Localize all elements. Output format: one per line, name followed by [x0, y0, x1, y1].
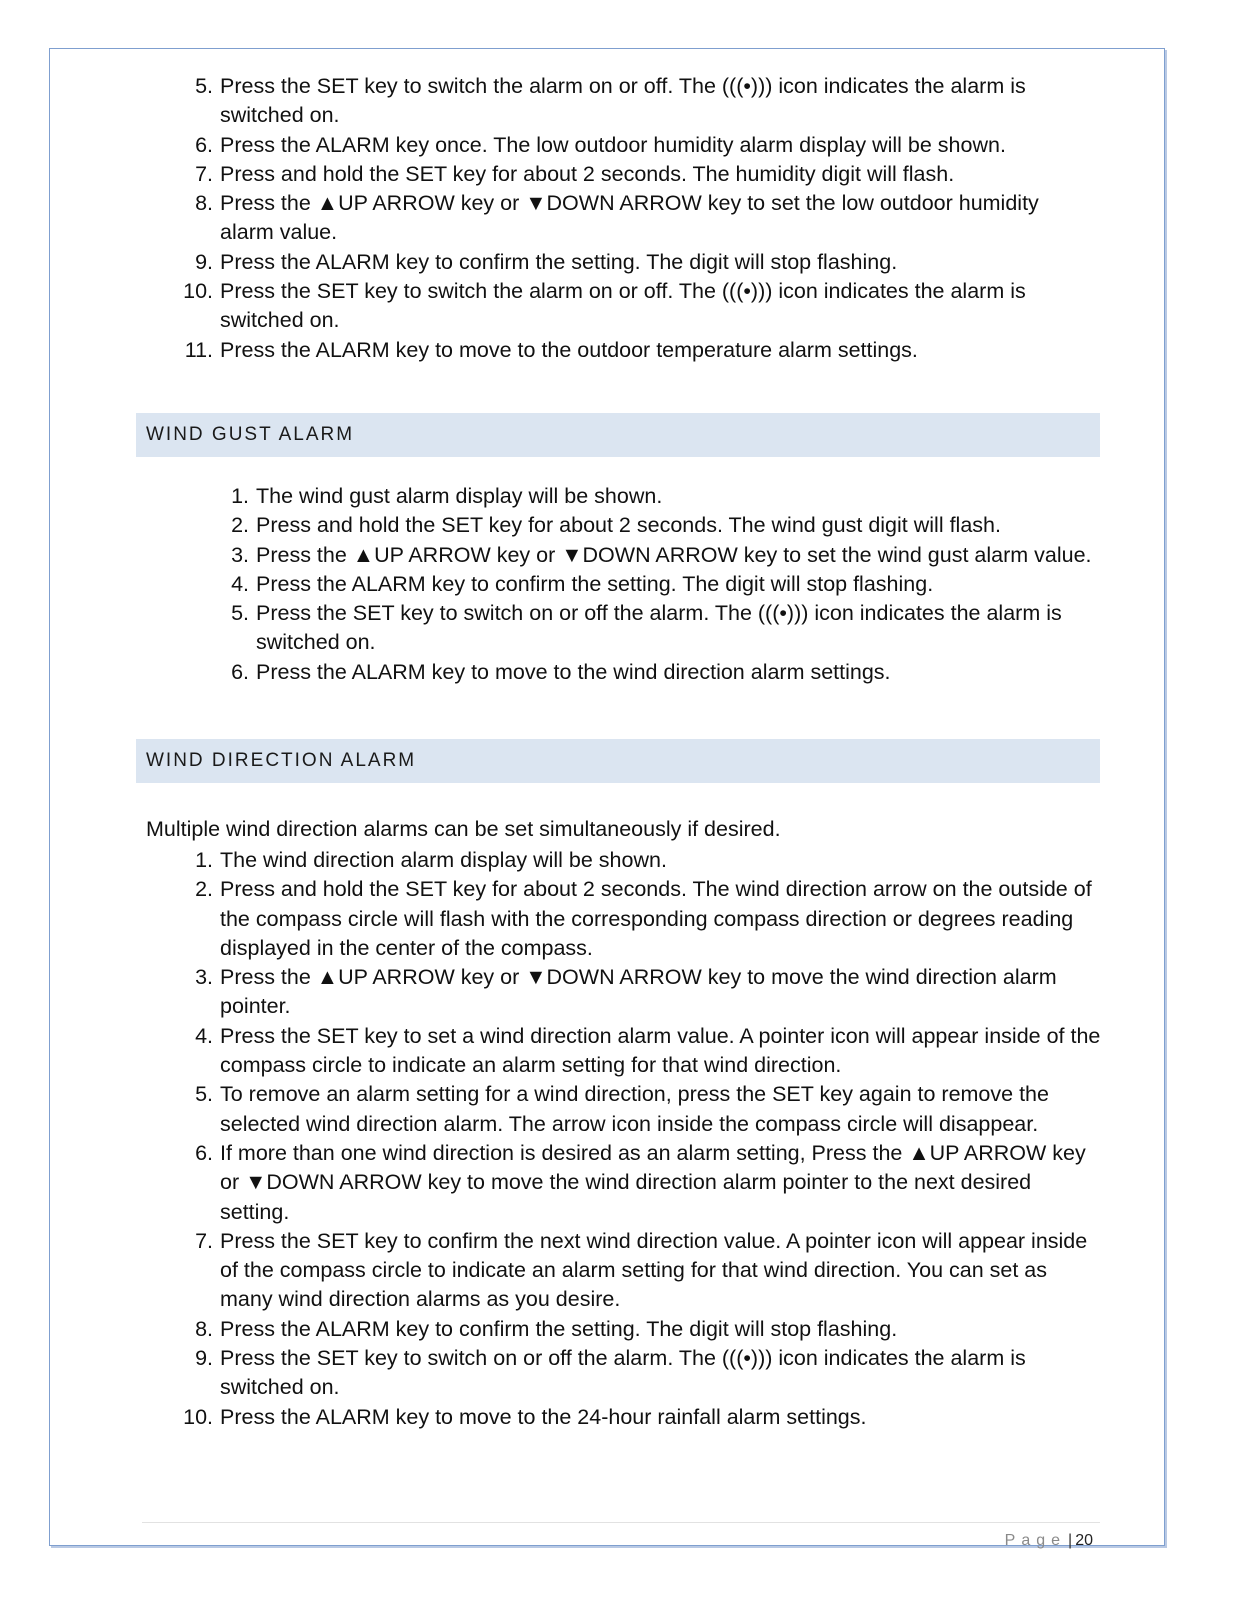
step-text: Press the ALARM key to confirm the setting. The digit will stop flashing. — [220, 1316, 898, 1341]
list-item — [231, 511, 1101, 540]
step-text: Press the ALARM key to move to the outdoor temperature alarm settings. — [220, 337, 918, 362]
step-text: Press the ALARM key once. The low outdoor humidity alarm display will be shown. — [220, 132, 1006, 157]
list-item — [231, 599, 1101, 658]
step-text: Press the ALARM key to move to the 24-hour rainfall alarm settings. — [220, 1404, 867, 1429]
step-number: 9. — [195, 249, 213, 274]
list-item — [195, 846, 1102, 875]
page-separator: | — [1068, 1532, 1073, 1549]
step-number: 6. — [195, 132, 213, 157]
step-text: The wind direction alarm display will be shown. — [220, 848, 667, 872]
step-text: Press the ▲UP ARROW key or ▼DOWN ARROW key to set the low outdoor humidity alarm value. — [220, 191, 1039, 245]
step-text: Press the SET key to switch on or off the alarm. The (((•))) icon indicates the alarm is switched on. — [220, 1346, 1026, 1400]
list-item — [183, 1403, 1102, 1432]
list-item — [195, 248, 1080, 277]
step-text: Press and hold the SET key for about 2 seconds. The humidity digit will flash. — [220, 161, 955, 186]
step-text: To remove an alarm setting for a wind direction, press the SET key again to remove the selected wind direction alarm. The arrow icon inside the compass circle will disappear. — [220, 1082, 1049, 1136]
step-text: Press the ALARM key to confirm the setting. The digit will stop flashing. — [256, 571, 934, 596]
section-heading-wind-direction — [136, 739, 1100, 783]
list-item — [195, 131, 1080, 160]
step-number: 5. — [195, 74, 213, 98]
step-text: Press the ALARM key to move to the wind direction alarm settings. — [256, 659, 891, 684]
section-heading-text: WIND DIRECTION ALARM — [146, 750, 417, 771]
section-heading-text: WIND GUST ALARM — [146, 424, 355, 445]
list-item — [195, 1022, 1102, 1081]
step-number: 8. — [195, 191, 213, 216]
step-number: 4. — [231, 571, 249, 596]
step-number: 6. — [195, 1140, 213, 1165]
step-text: Press the SET key to confirm the next wind direction value. A pointer icon will appear inside of the compass circle to indicate an alarm setting for that wind direction. You can set as many wind direction alarms as you desire. — [220, 1228, 1088, 1312]
list-item — [195, 875, 1102, 963]
list-item — [195, 1139, 1102, 1227]
wind-direction-step-list — [183, 846, 1102, 1432]
step-number: 6. — [231, 659, 249, 684]
step-text: Press the SET key to switch on or off the alarm. The (((•))) icon indicates the alarm is switched on. — [256, 601, 1062, 655]
list-item — [195, 160, 1080, 189]
page-label: Page — [1004, 1532, 1067, 1549]
step-text: Press the SET key to set a wind direction alarm value. A pointer icon will appear inside of the compass circle to indicate an alarm setting for that wind direction. — [220, 1023, 1101, 1078]
list-item — [231, 570, 1101, 599]
list-item — [184, 336, 1080, 365]
page-number: 20 — [1075, 1532, 1093, 1549]
step-number: 3. — [231, 542, 249, 567]
list-item — [195, 1315, 1102, 1344]
list-item — [183, 277, 1080, 336]
list-item — [195, 1227, 1102, 1315]
step-number: 3. — [195, 965, 213, 990]
step-text: Press the ALARM key to confirm the setting. The digit will stop flashing. — [220, 249, 898, 274]
step-number: 5. — [231, 601, 249, 626]
step-number: 5. — [195, 1082, 213, 1107]
list-item — [195, 1080, 1102, 1139]
step-number: 2. — [231, 513, 249, 538]
list-item — [231, 541, 1101, 570]
step-number: 2. — [195, 877, 213, 902]
step-text: Press the ▲UP ARROW key or ▼DOWN ARROW key to set the wind gust alarm value. — [256, 542, 1092, 567]
step-number: 1. — [195, 848, 213, 872]
step-text: Press the ▲UP ARROW key or ▼DOWN ARROW key to move the wind direction alarm pointer. — [220, 965, 1057, 1019]
list-item — [231, 658, 1101, 687]
step-text: The wind gust alarm display will be shown. — [256, 484, 663, 508]
step-number: 1. — [231, 484, 249, 508]
step-text: If more than one wind direction is desired as an alarm setting, Press the ▲UP ARROW key or ▼DOWN ARROW key to move the wind direction alarm pointer to the next desired setting. — [220, 1140, 1086, 1224]
step-number: 4. — [195, 1023, 213, 1048]
list-item — [195, 963, 1102, 1022]
wind-gust-step-list — [231, 482, 1101, 687]
page-footer — [0, 1532, 1093, 1550]
step-number: 7. — [195, 161, 213, 186]
step-number: 9. — [195, 1346, 213, 1371]
wind-direction-intro: Multiple wind direction alarms can be set simultaneously if desired. — [146, 817, 781, 841]
step-text: Press the SET key to switch the alarm on or off. The (((•))) icon indicates the alarm is switched on. — [220, 279, 1026, 333]
section-heading-wind-gust — [136, 413, 1100, 457]
list-item — [195, 1344, 1102, 1403]
step-number: 8. — [195, 1316, 213, 1341]
step-text: Press and hold the SET key for about 2 seconds. The wind direction arrow on the outside of the compass circle will flash with the corresponding compass direction or degrees reading displayed in the center of the compass. — [220, 877, 1092, 960]
step-text: Press the SET key to switch the alarm on or off. The (((•))) icon indicates the alarm is switched on. — [220, 74, 1026, 128]
step-number: 10. — [183, 279, 213, 304]
list-item — [195, 72, 1080, 131]
step-text: Press and hold the SET key for about 2 seconds. The wind gust digit will flash. — [256, 513, 1001, 538]
list-item — [231, 482, 1101, 511]
continuation-step-list — [183, 72, 1080, 365]
step-number: 11. — [184, 337, 213, 362]
footer-divider — [142, 1522, 1100, 1523]
step-number: 10. — [183, 1404, 213, 1429]
step-number: 7. — [195, 1228, 213, 1253]
list-item — [195, 189, 1080, 248]
